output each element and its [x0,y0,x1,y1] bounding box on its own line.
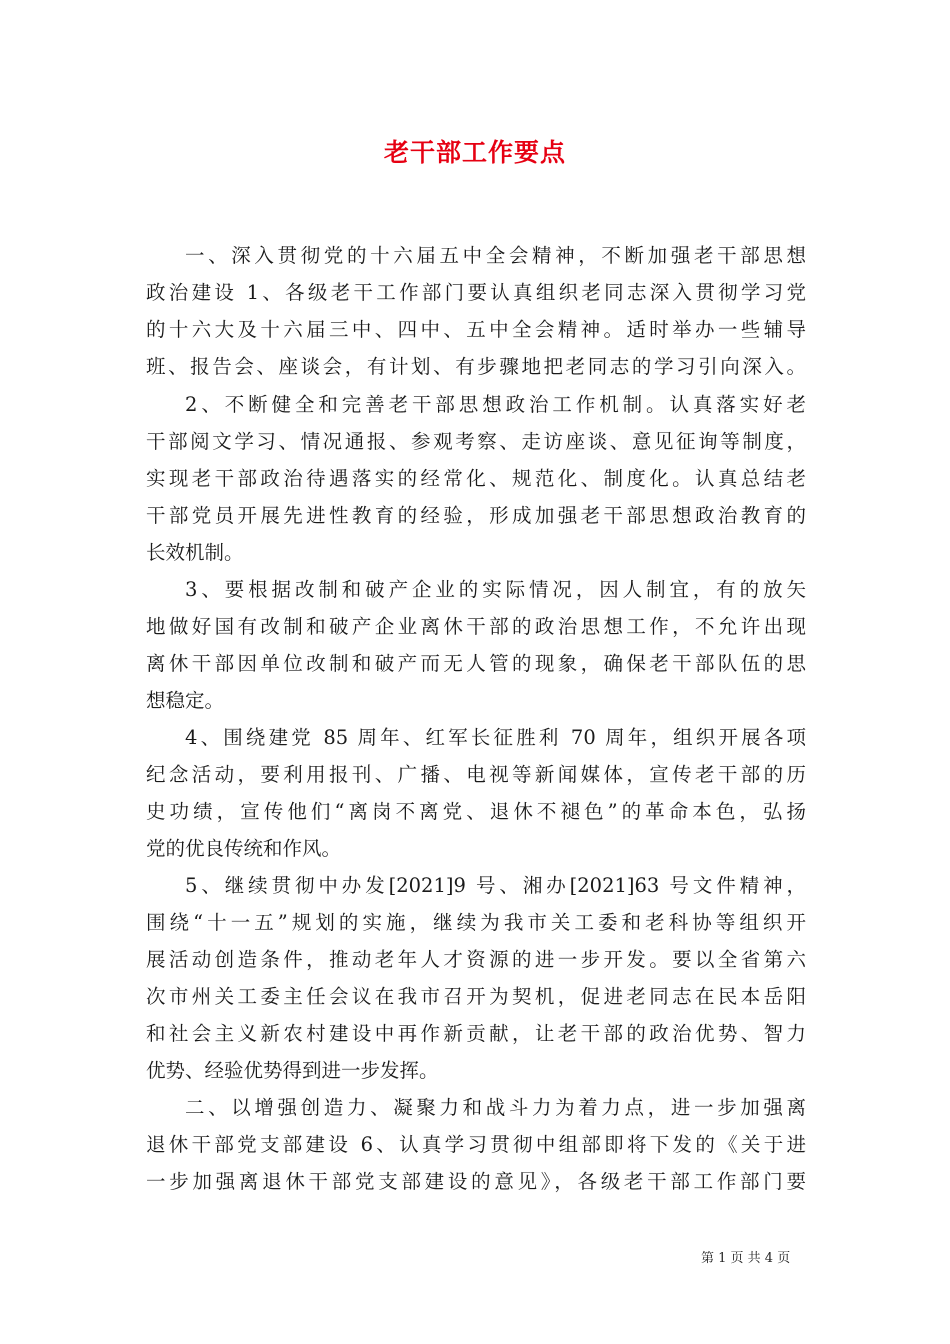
text-line: 优势、经验优势得到进一步发挥。 [146,1059,439,1082]
text-line: 围绕“十一五”规划的实施，继续为我市关工委和老科协等组织开 [146,911,806,934]
text-line: 3、要根据改制和破产企业的实际情况，因人制宜，有的放矢 [185,578,806,601]
text-line: 班、报告会、座谈会，有计划、有步骤地把老同志的学习引向深入。 [146,355,806,378]
text-line: 想稳定。 [146,689,225,712]
text-line: 和社会主义新农村建设中再作新贡献，让老干部的政治优势、智力 [146,1022,806,1045]
text-line: 2、不断健全和完善老干部思想政治工作机制。认真落实好老 [185,393,806,416]
page-number-footer: 第 1 页 共 4 页 [701,1251,791,1266]
text-line: 纪念活动，要利用报刊、广播、电视等新闻媒体，宣传老干部的历 [146,763,806,786]
text-line: 干部党员开展先进性教育的经验，形成加强老干部思想政治教育的 [146,504,806,527]
text-line: 地做好国有改制和破产企业离休干部的政治思想工作，不允许出现 [146,615,806,638]
text-line: 史功绩，宣传他们“离岗不离党、退休不褪色”的革命本色，弘扬 [146,800,806,823]
text-line: 一步加强离退休干部党支部建设的意见》，各级老干部工作部门要 [146,1170,806,1193]
paragraph-3 [146,571,806,719]
paragraph-6 [146,1089,806,1200]
text-line: 长效机制。 [146,541,244,564]
text-line: 二、以增强创造力、凝聚力和战斗力为着力点，进一步加强离 [185,1096,806,1119]
text-line: 的十六大及十六届三中、四中、五中全会精神。适时举办一些辅导 [146,318,806,341]
text-line: 4、围绕建党 85 周年、红军长征胜利 70 周年，组织开展各项 [185,726,806,749]
text-line: 次市州关工委主任会议在我市召开为契机，促进老同志在民本岳阳 [146,985,806,1008]
paragraph-1 [146,237,806,385]
text-line: 实现老干部政治待遇落实的经常化、规范化、制度化。认真总结老 [146,467,806,490]
text-line: 干部阅文学习、情况通报、参观考察、走访座谈、意见征询等制度， [146,430,806,453]
text-line: 展活动创造条件，推动老年人才资源的进一步开发。要以全省第六 [146,948,806,971]
document-title: 老干部工作要点 [383,138,566,167]
paragraph-4 [146,719,806,867]
text-line: 5、继续贯彻中办发[2021]9 号、湘办[2021]63 号文件精神， [185,874,806,897]
text-line: 政治建设 1、各级老干工作部门要认真组织老同志深入贯彻学习党 [146,281,806,304]
paragraph-5 [146,867,806,1089]
text-line: 离休干部因单位改制和破产而无人管的现象，确保老干部队伍的思 [146,652,806,675]
text-line: 一、深入贯彻党的十六届五中全会精神，不断加强老干部思想 [185,244,806,267]
text-line: 党的优良传统和作风。 [146,837,342,860]
paragraph-2 [146,386,806,571]
text-line: 退休干部党支部建设 6、认真学习贯彻中组部即将下发的《关于进 [146,1133,806,1156]
